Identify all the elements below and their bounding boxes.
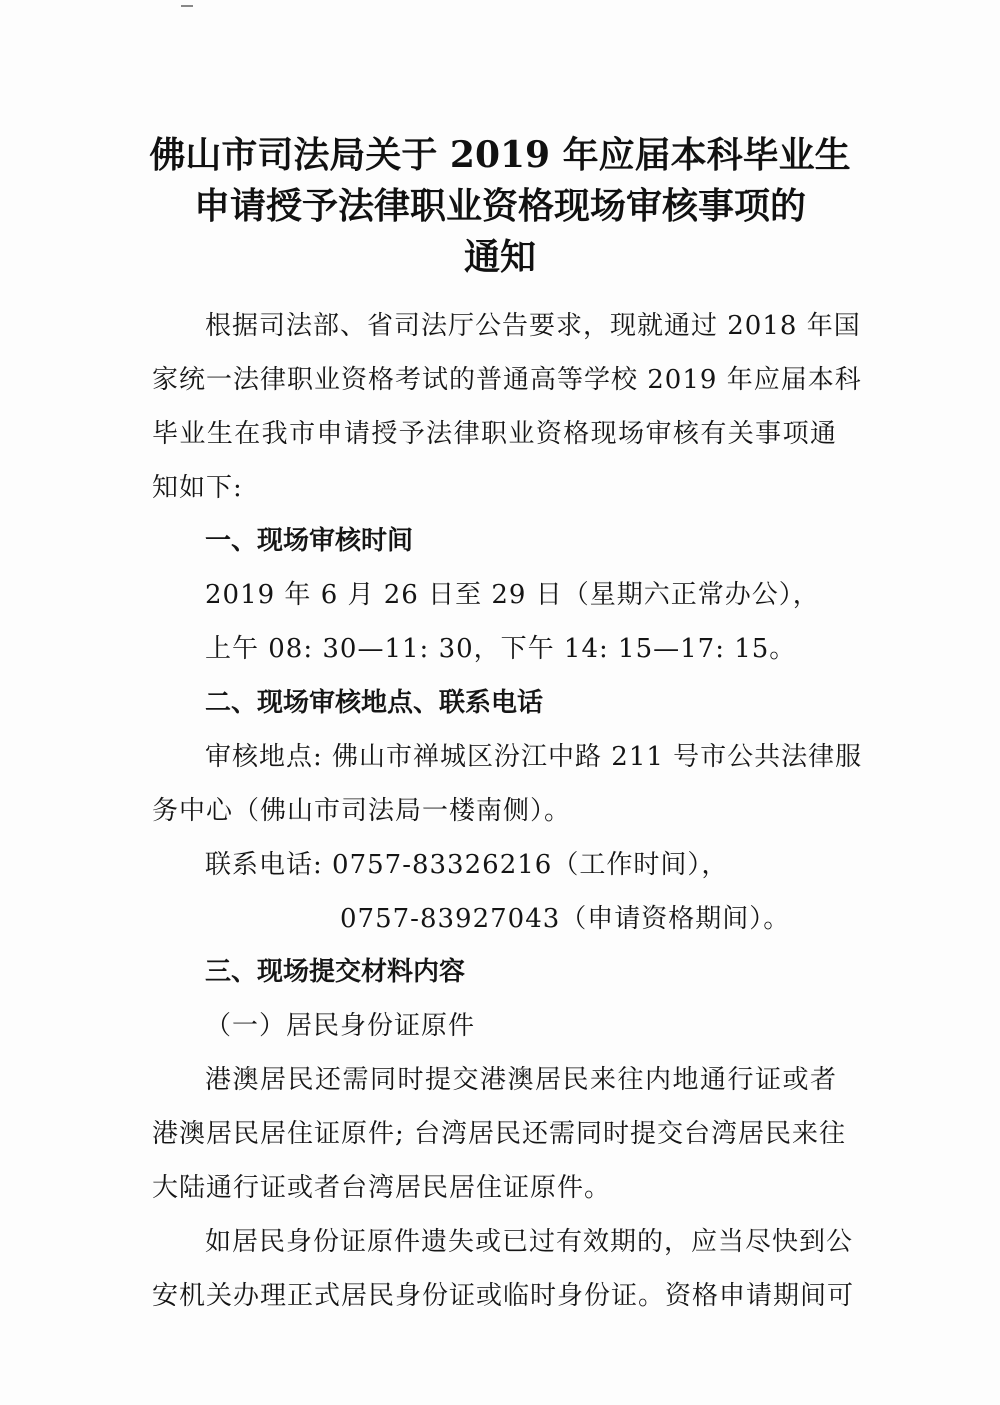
title-line-2: 申请授予法律职业资格现场审核事项的	[193, 185, 806, 227]
para2-line-2: 安机关办理正式居民身份证或临时身份证。资格申请期间可	[152, 1281, 855, 1311]
section-heading-location: 二、现场审核地点、联系电话	[205, 688, 544, 718]
section-heading-materials: 三、现场提交材料内容	[205, 957, 466, 987]
para1-line-3: 大陆通行证或者台湾居民居住证原件。	[152, 1173, 612, 1203]
intro-line-4: 知如下:	[152, 473, 243, 503]
intro-line-1: 根据司法部、省司法厅公告要求，现就通过 2018 年国	[205, 311, 861, 341]
para1-line-1: 港澳居民还需同时提交港澳居民来往内地通行证或者	[205, 1065, 837, 1095]
intro-line-2: 家统一法律职业资格考试的普通高等学校 2019 年应届本科	[152, 365, 862, 395]
subheading-id-card: （一）居民身份证原件	[205, 1011, 476, 1041]
section-heading-time: 一、现场审核时间	[205, 526, 414, 556]
intro-line-3: 毕业生在我市申请授予法律职业资格现场审核有关事项通	[152, 419, 837, 449]
para1-line-2: 港澳居民居住证原件; 台湾居民还需同时提交台湾居民来往	[152, 1119, 847, 1149]
phone-line-2: 0757-83927043（申请资格期间）。	[340, 904, 791, 934]
para2-line-1: 如居民身份证原件遗失或已过有效期的，应当尽快到公	[205, 1227, 854, 1257]
scan-artifact-mark	[181, 5, 193, 7]
title-line-1: 佛山市司法局关于 2019 年应届本科毕业生	[149, 134, 851, 176]
address-line-1: 审核地点: 佛山市禅城区汾江中路 211 号市公共法律服	[205, 742, 863, 772]
address-line-2: 务中心（佛山市司法局一楼南侧）。	[152, 796, 572, 826]
document-title	[100, 130, 900, 283]
title-line-3: 通知	[463, 236, 536, 278]
time-line-2: 上午 08: 30—11: 30，下午 14: 15—17: 15。	[205, 634, 797, 664]
phone-line-1: 联系电话: 0757-83326216（工作时间），	[205, 850, 729, 880]
time-line-1: 2019 年 6 月 26 日至 29 日（星期六正常办公），	[205, 580, 820, 610]
